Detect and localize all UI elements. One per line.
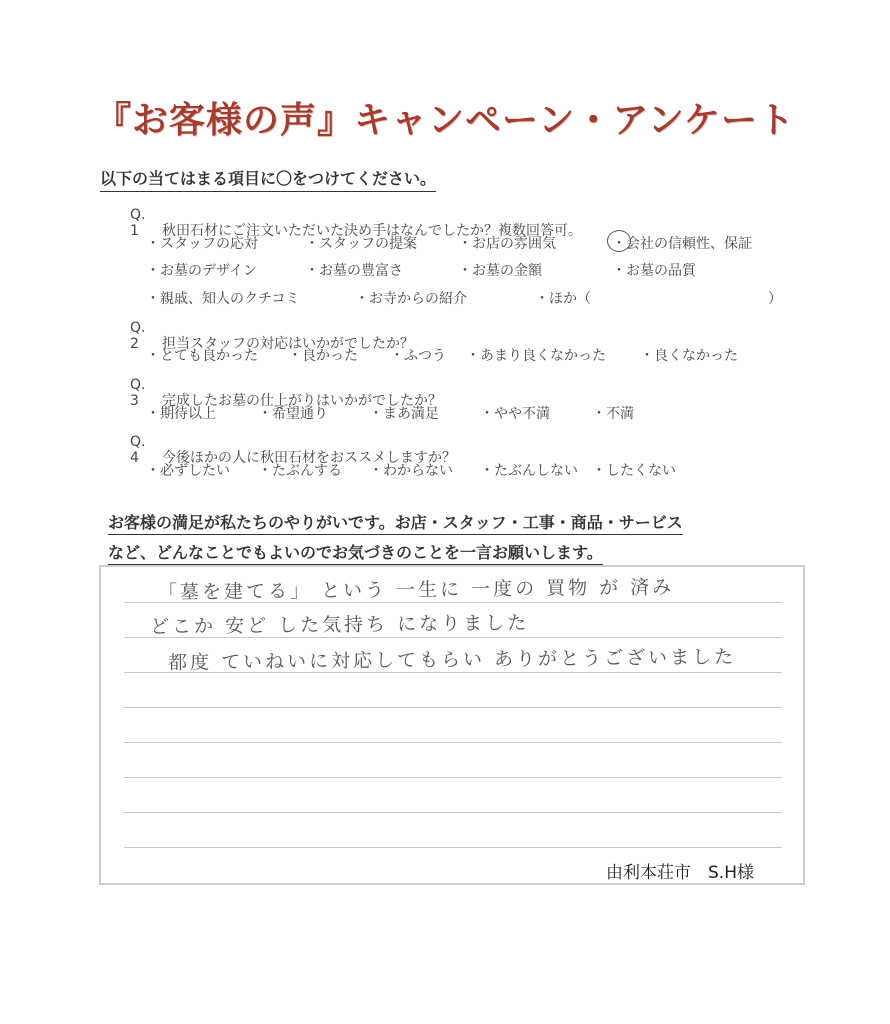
comment-rule xyxy=(124,777,782,778)
question-text: 秋田石材にご注文いただいた決め手はなんでしたか？複数回答可。 xyxy=(162,223,582,239)
q4-option-not-sure[interactable]: ・わからない xyxy=(369,463,453,479)
q4-option-no[interactable]: ・したくない xyxy=(592,463,676,479)
question-number: Q. 4 xyxy=(130,434,146,466)
q3-option-slightly-dissatisfied[interactable]: ・やや不満 xyxy=(480,406,550,422)
q1-option-grave-quality[interactable]: ・お墓の品質 xyxy=(612,263,696,279)
question-number: Q. 2 xyxy=(130,320,146,352)
q4-option-probably[interactable]: ・たぶんする xyxy=(258,463,342,479)
q1-option-grave-design[interactable]: ・お墓のデザイン xyxy=(146,263,258,279)
q1-option-grave-price[interactable]: ・お墓の金額 xyxy=(458,263,542,279)
q2-option-very-good[interactable]: ・とても良かった xyxy=(146,348,258,364)
comment-rule xyxy=(124,812,782,813)
handwritten-line-2: どこか 安ど した気持ち になりました xyxy=(149,612,530,638)
q1-option-store-atmosphere[interactable]: ・お店の雰囲気 xyxy=(458,236,556,252)
instruction-text: 以下の当てはまる項目に〇をつけてください。 xyxy=(100,166,436,192)
q2-option-not-good[interactable]: ・良くなかった xyxy=(640,348,738,364)
q1-option-other-close: ） xyxy=(768,291,782,307)
q1-option-word-of-mouth[interactable]: ・親戚、知人のクチコミ xyxy=(146,291,300,307)
comment-rule xyxy=(124,847,782,848)
q2-option-average[interactable]: ・ふつう xyxy=(390,348,446,364)
message-line-2: など、どんなことでもよいのでお気づきのことを一言お願いします。 xyxy=(108,540,603,565)
signature: 由利本荘市 S.H様 xyxy=(606,863,754,883)
q1-option-other[interactable]: ・ほか（ xyxy=(535,291,591,307)
q4-option-probably-not[interactable]: ・たぶんしない xyxy=(480,463,578,479)
comment-rule xyxy=(124,742,782,743)
q1-option-grave-variety[interactable]: ・お墓の豊富さ xyxy=(305,263,403,279)
survey-title: 『お客様の声』キャンペーン・アンケート xyxy=(94,100,796,141)
question-number: Q. 3 xyxy=(130,377,146,409)
q1-option-staff-response[interactable]: ・スタッフの応対 xyxy=(146,236,258,252)
q3-option-exceeded[interactable]: ・期待以上 xyxy=(146,406,216,422)
q1-option-company-trust[interactable]: ・会社の信頼性、保証 xyxy=(612,236,752,252)
q3-option-dissatisfied[interactable]: ・不満 xyxy=(592,406,634,422)
q1-option-temple-referral[interactable]: ・お寺からの紹介 xyxy=(355,291,467,307)
handwritten-line-3: 都度 ていねいに対応してもらい ありがとうございました xyxy=(167,646,737,674)
q2-option-not-very-good[interactable]: ・あまり良くなかった xyxy=(466,348,606,364)
question-text: 今後ほかの人に秋田石材をおススメしますか？ xyxy=(162,450,456,466)
q3-option-fairly-satisfied[interactable]: ・まあ満足 xyxy=(369,406,439,422)
question-text: 担当スタッフの対応はいかがでしたか？ xyxy=(162,336,414,352)
q2-option-good[interactable]: ・良かった xyxy=(288,348,358,364)
handwritten-line-1: 「墓を建てる」 という 一生に 一度の 買物 が 済み xyxy=(157,576,675,604)
q3-option-as-hoped[interactable]: ・希望通り xyxy=(258,406,328,422)
q4-option-definitely[interactable]: ・必ずしたい xyxy=(146,463,230,479)
message-line-1: お客様の満足が私たちのやりがいです。お店・スタッフ・工事・商品・サービス xyxy=(108,510,683,535)
question-text: 完成したお墓の仕上がりはいかがでしたか？ xyxy=(162,393,442,409)
question-number: Q. 1 xyxy=(130,207,146,239)
q1-option-staff-proposal[interactable]: ・スタッフの提案 xyxy=(305,236,417,252)
comment-rule xyxy=(124,707,782,708)
